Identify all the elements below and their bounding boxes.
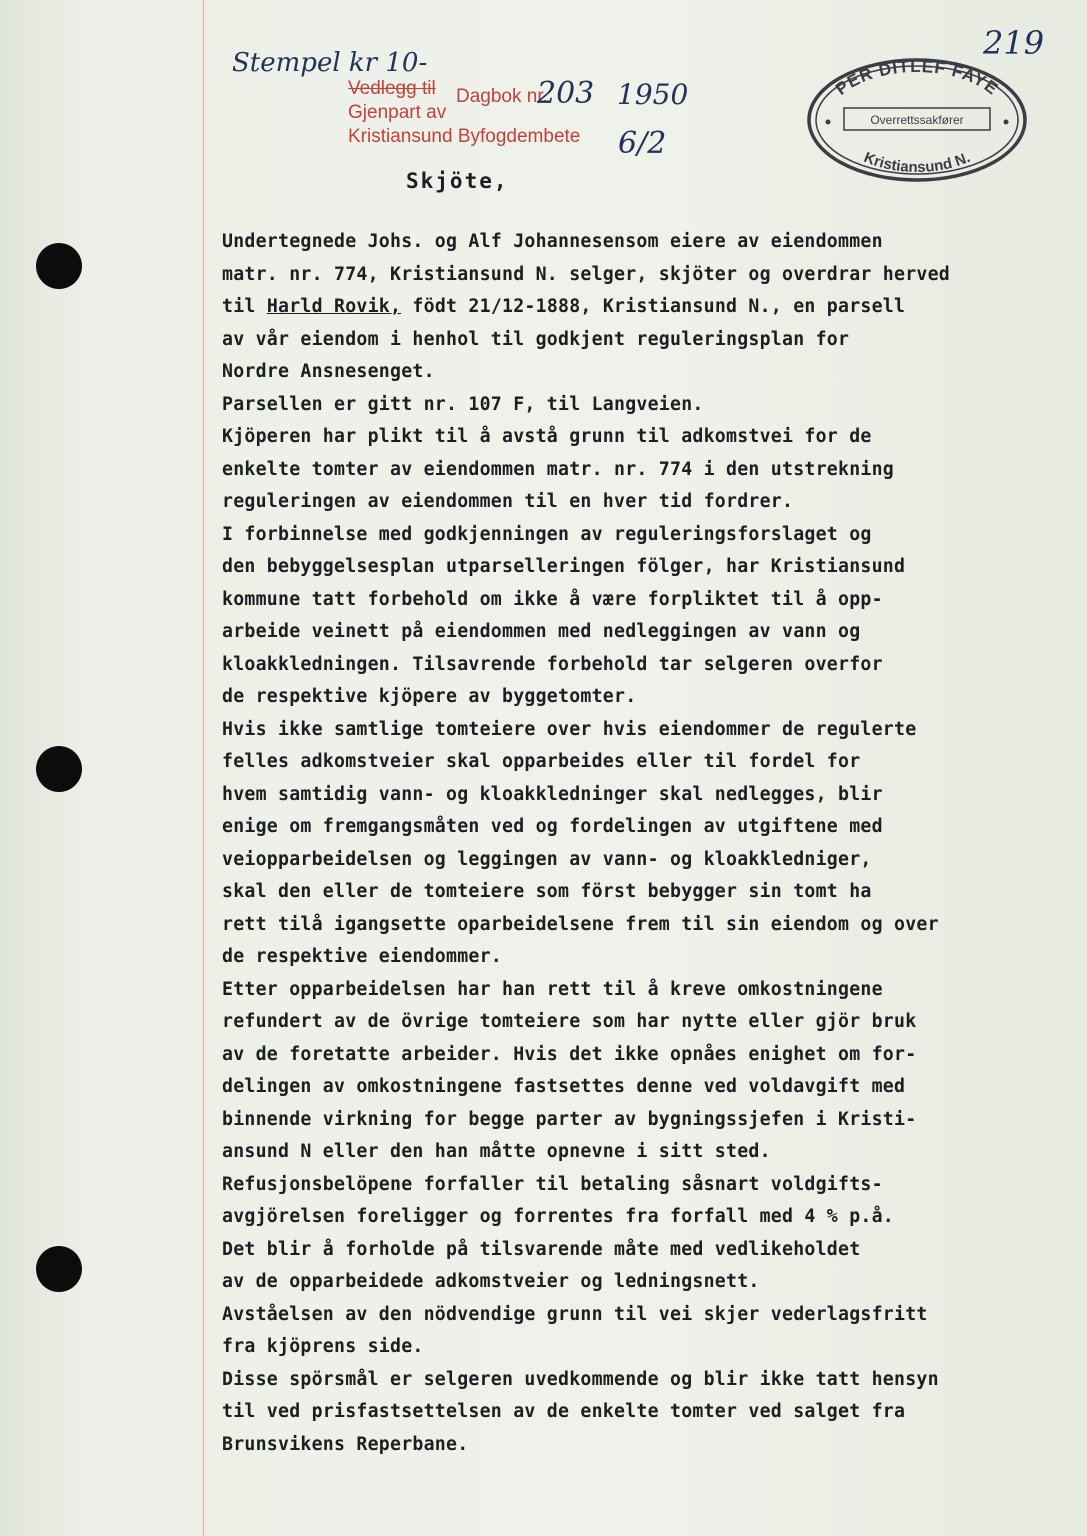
body-line-28: binnende virkning for begge parter av bygningssjefen i Kristi- [222,1108,917,1130]
document-title: Skjöte, [406,169,509,193]
body-line-32: Det blir å forholde på tilsvarende måte med vedlikeholdet [222,1238,861,1260]
body-line-13: arbeide veinett på eiendommen med nedleggingen av vann og [222,621,861,642]
body-line-9: reguleringen av eiendommen til en hver tid fordrer. [222,491,794,512]
body-line-3 [222,291,1062,324]
body-line-31: avgjörelsen foreligger og forrentes fra forfall med 4 % p.å. [222,1206,894,1227]
body-line-18: hvem samtidig vann- og kloakkledninger skal nedlegges, blir [222,783,883,805]
body-line-5: Nordre Ansnesenget. [222,361,435,382]
body-line-23: de respektive eiendommer. [222,946,502,967]
punch-hole-middle [36,746,82,792]
svg-text:Kristiansund N. [861,149,972,176]
body-line-25: refundert av de övrige tomteiere som har nytte eller gjör bruk [222,1011,917,1032]
body-line-1: Undertegnede Johs. og Alf Johannesensom eiere av eiendommen [222,231,883,252]
body-line-10: I forbinnelse med godkjenningen av reguleringsforslaget og [222,523,872,545]
lawyer-seal [804,56,1030,184]
body-line-2: matr. nr. 774, Kristiansund N. selger, skjöter og overdrar herved [222,263,950,285]
punch-hole-bottom [36,1246,82,1292]
svg-text:PER DITLEF FAYE [832,57,1002,99]
seal-middle-text: Overrettssakfører [870,113,964,127]
stamp-line-3: Kristiansund Byfogdembete [348,126,581,147]
body-line-34: Avståelsen av den nödvendige grunn til vei skjer vederlagsfritt [222,1303,928,1325]
body-line-17: felles adkomstveier skal opparbeides eller til fordel for [222,751,861,772]
seal-top-text: PER DITLEF FAYE [831,56,1003,99]
dagbok-date: 6/2 [618,126,667,161]
dagbok-label: Dagbok nr. [456,86,548,107]
body-line-21: skal den eller de tomteiere som först bebygger sin tomt ha [222,881,872,902]
buyer-name: Harld Rovik, [266,296,402,317]
body-line-20: veiopparbeidelsen og leggingen av vann- og kloakkledniger, [222,848,872,870]
body-line-26: av de foretatte arbeider. Hvis det ikke opnåes enighet om for- [222,1043,917,1065]
body-line-29: ansund N eller den han måtte opnevne i sitt sted. [222,1141,771,1162]
dagbok-number: 203 [537,76,595,111]
dagbok-year: 1950 [617,78,689,111]
seal-bottom-text: Kristiansund N. [861,148,973,177]
stamp-line-2: Gjenpart av [348,102,447,123]
body-line-8: enkelte tomter av eiendommen matr. nr. 774 i den utstrekning [222,458,894,480]
buyer-prefix: til [222,296,267,317]
buyer-details: födt 21/12-1888, Kristiansund N., en parsell [401,296,906,317]
registration-header [232,46,792,176]
body-line-33: av de opparbeidede adkomstveier og ledningsnett. [222,1271,760,1292]
body-line-22: rett tilå igangsette oparbeidelsene frem til sin eiendom og over [222,913,939,935]
body-line-16: Hvis ikke samtlige tomteiere over hvis eiendommer de regulerte [222,718,917,740]
body-line-36: Disse spörsmål er selgeren uvedkommende og blir ikke tatt hensyn [222,1368,939,1390]
body-line-38: Brunsvikens Reperbane. [222,1433,469,1455]
body-line-19: enige om fremgangsmåten ved og fordelingen av utgiftene med [222,816,883,837]
body-line-7: Kjöperen har plikt til å avstå grunn til adkomstvei for de [222,426,872,447]
page-number: 219 [983,24,1045,62]
body-line-35: fra kjöprens side. [222,1336,424,1357]
body-line-37: til ved prisfastsettelsen av de enkelte tomter ved salget fra [222,1401,906,1422]
margin-line [203,0,204,1536]
body-line-6: Parsellen er gitt nr. 107 F, til Langveien. [222,393,704,415]
body-line-12: kommune tatt forbehold om ikke å være forpliktet til å opp- [222,588,883,610]
body-line-14: kloakkledningen. Tilsavrende forbehold tar selgeren overfor [222,653,883,675]
body-line-27: delingen av omkostningene fastsettes denne ved voldavgift med [222,1076,906,1097]
deed-body [222,226,1062,1461]
punch-hole-top [36,243,82,289]
body-line-4: av vår eiendom i henhol til godkjent reguleringsplan for [222,328,850,350]
seal-graphic [804,56,1030,184]
stamp-fee-note: Stempel kr 10- [232,48,428,78]
body-line-24: Etter opparbeidelsen har han rett til å kreve omkostningene [222,978,883,1000]
body-line-11: den bebyggelsesplan utparselleringen fölger, har Kristiansund [222,556,906,577]
stamp-line-1: Vedlegg til [348,78,436,99]
body-line-15: de respektive kjöpere av byggetomter. [222,686,637,707]
body-line-30: Refusjonsbelöpene forfaller til betaling såsnart voldgifts- [222,1173,883,1195]
